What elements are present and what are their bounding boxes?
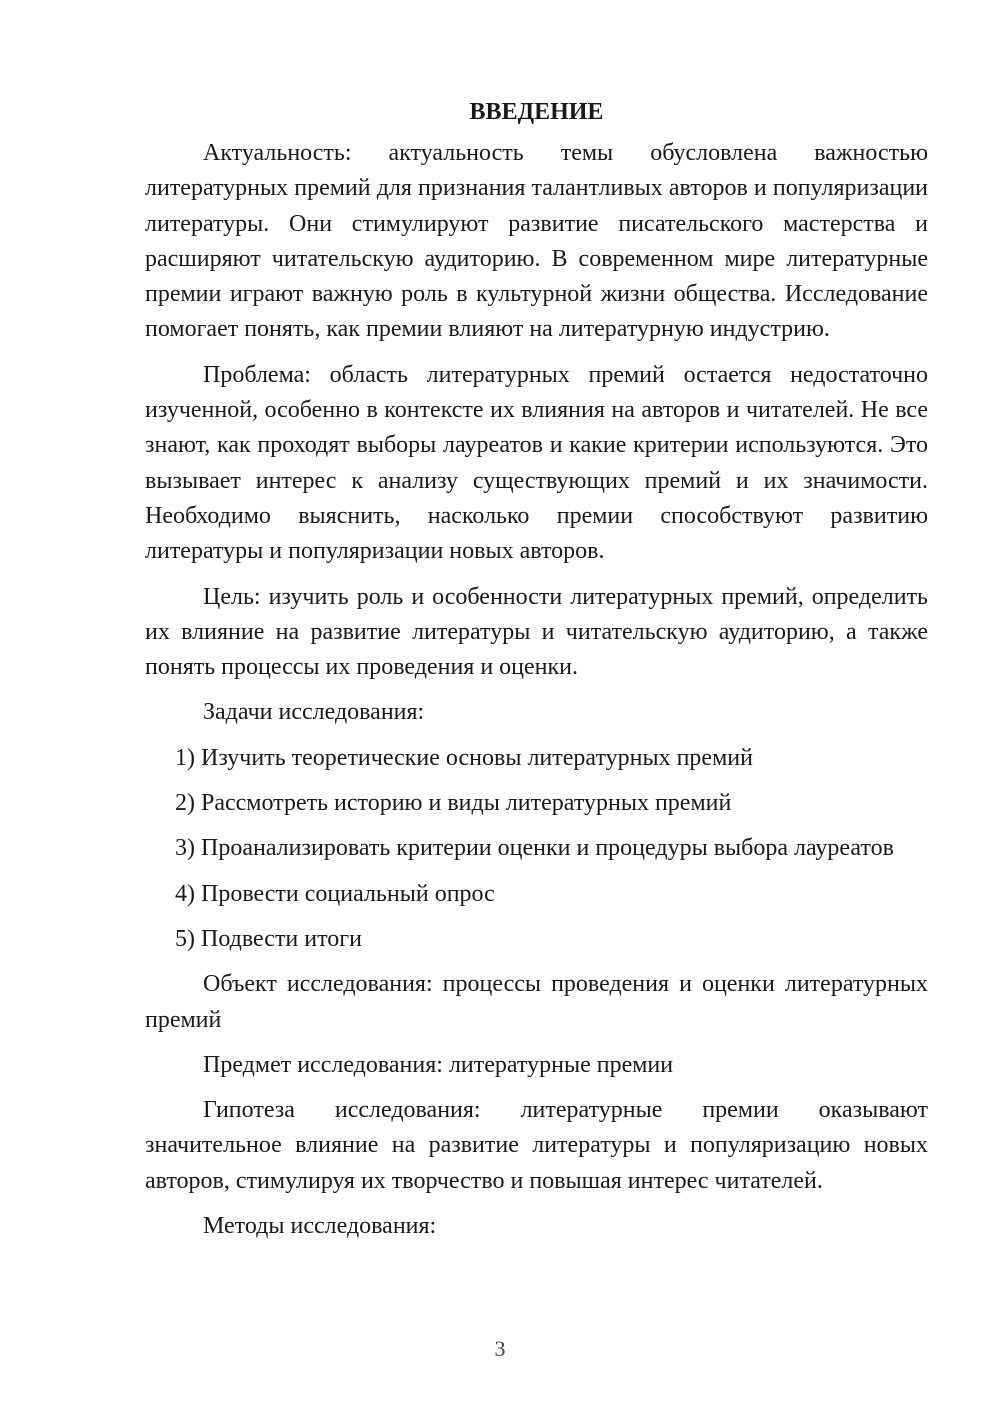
tasks-list — [145, 741, 928, 957]
problem-paragraph: Проблема: область литературных премий остается недостаточно изученной, особенно в контексте их влияния на авторов и читателей. Не все знают, как проходят выборы лауреатов и какие критерии используются. Это вызывает интерес к анализу существующих премий и их значимости. Необходимо выяснить, насколько премии способствуют развитию литературы и популяризации новых авторов. — [145, 361, 928, 565]
subject-paragraph: Предмет исследования: литературные премии — [203, 1051, 674, 1078]
list-item: 3) Проанализировать критерии оценки и процедуры выбора лауреатов — [175, 835, 894, 862]
list-item: 1) Изучить теоретические основы литературных премий — [175, 744, 753, 771]
document-page — [145, 96, 928, 1254]
relevance-paragraph: Актуальность: актуальность темы обусловлена важностью литературных премий для признания талантливых авторов и популяризации литературы. Они стимулируют развитие писательского мастерства и расширяют читательскую аудиторию. В современном мире литературные премии играют важную роль в культурной жизни общества. Исследование помогает понять, как премии влияют на литературную индустрию. — [145, 140, 928, 343]
list-item: 4) Провести социальный опрос — [175, 880, 495, 907]
page-number: 3 — [494, 1336, 506, 1361]
tasks-heading: Задачи исследования: — [203, 699, 425, 726]
section-title: ВВЕДЕНИЕ — [469, 99, 604, 125]
object-paragraph: Объект исследования: процессы проведения и оценки литературных премий — [145, 971, 928, 1033]
methods-paragraph: Методы исследования: — [203, 1213, 437, 1240]
goal-paragraph: Цель: изучить роль и особенности литературных премий, определить их влияние на развитие литературы и читательскую аудиторию, а также понять процессы их проведения и оценки. — [145, 583, 928, 681]
list-item: 2) Рассмотреть историю и виды литературных премий — [175, 790, 732, 817]
hypothesis-paragraph: Гипотеза исследования: литературные премии оказывают значительное влияние на развитие литературы и популяризацию новых авторов, стимулируя их творчество и повышая интерес читателей. — [145, 1097, 928, 1194]
list-item: 5) Подвести итоги — [175, 925, 362, 952]
